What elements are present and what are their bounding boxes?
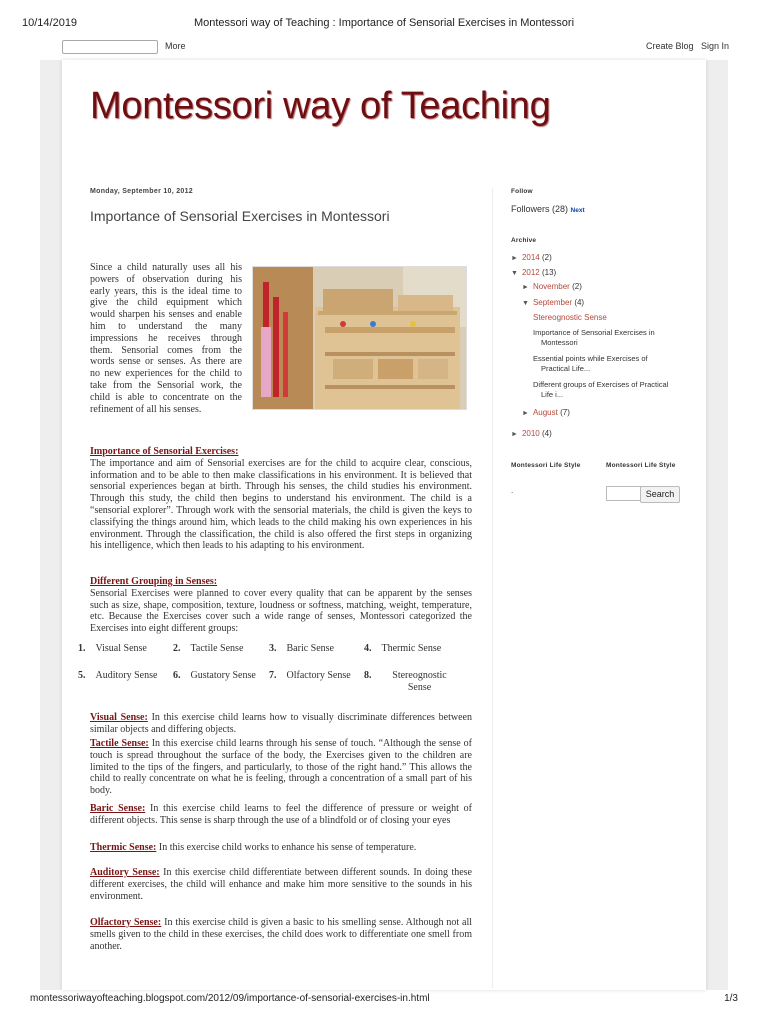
create-blog-link[interactable]: Create Blog	[646, 41, 694, 51]
group-label: Tactile Sense	[190, 643, 244, 654]
group-label: Stereognostic Sense	[392, 670, 447, 693]
importance-paragraph: The importance and aim of Sensorial exercises are for the child to acquire clear, conscious, information and to be able to then make classifications in his environment. It is believed that sensorial experiences began at birth. Through his senses, the child studies his environment. Through this study, the child then begins to understand his environment. The child is a “sensorial explorer”. Through work with the sensorial materials, the child is given the keys to classifying the things around him, which leads to the child making his own experiences in his environment. Through the classification, the child is also offered the first steps in organizing his intelligence, which then leads to his adapting to his environment.	[90, 457, 472, 552]
sense-term: Olfactory Sense:	[90, 917, 162, 928]
group-label: Olfactory Sense	[286, 670, 351, 681]
sense-olfactory	[90, 917, 472, 952]
print-header	[22, 17, 746, 31]
archive-post-link[interactable]: Stereognostic Sense	[533, 313, 607, 322]
print-date: 10/14/2019	[22, 17, 78, 29]
triangle-down-icon[interactable]: ▼	[511, 270, 518, 277]
importance-section	[90, 446, 472, 552]
group-number: 4.	[364, 643, 372, 654]
sense-term: Tactile Sense:	[90, 738, 149, 749]
archive-year-label[interactable]: 2012	[521, 268, 540, 277]
more-link[interactable]: More	[165, 41, 186, 51]
group-label: Auditory Sense	[95, 670, 158, 681]
grouping-paragraph: Sensorial Exercises were planned to cover every quality that can be apparent by the senses such as size, shape, composition, texture, loudness or softness, matching, weight, temperature, etc. Because the Exercises cover such a wide range of senses, Montessori categorized the Exercises into eight different groups:	[90, 587, 472, 635]
followers-next-link[interactable]: Next	[570, 207, 585, 214]
sense-visual	[90, 712, 472, 736]
group-item	[173, 643, 243, 655]
importance-heading: Importance of Sensorial Exercises:	[90, 446, 239, 457]
sense-tactile	[90, 738, 472, 797]
archive-month-label[interactable]: November	[532, 282, 570, 291]
sensorial-materials-photo[interactable]	[252, 266, 467, 410]
archive-heading: Archive	[511, 237, 537, 244]
followers-row	[511, 204, 585, 214]
archive-month-august[interactable]	[522, 408, 570, 417]
archive-post-title[interactable]: Practical Life...	[541, 364, 591, 373]
archive-year-label[interactable]: 2014	[521, 253, 540, 262]
group-item	[173, 670, 256, 682]
group-number: 2.	[173, 643, 181, 654]
photo-illustration	[253, 267, 466, 409]
blog-title[interactable]: Montessori way of Teaching	[90, 85, 551, 127]
widget-heading: Montessori Life Style	[511, 462, 581, 469]
triangle-right-icon[interactable]: ►	[522, 410, 529, 417]
post-date: Monday, September 10, 2012	[90, 188, 193, 195]
navbar-search-input[interactable]	[62, 40, 158, 54]
grouping-section	[90, 576, 472, 635]
archive-year-label[interactable]: 2010	[521, 429, 540, 438]
archive-month-label[interactable]: August	[532, 408, 558, 417]
sense-baric	[90, 803, 472, 827]
sense-term: Thermic Sense:	[90, 842, 157, 853]
group-label: Gustatory Sense	[190, 670, 256, 681]
search-button[interactable]: Search	[640, 486, 680, 503]
blogger-navbar	[0, 38, 768, 56]
follow-heading: Follow	[511, 188, 533, 195]
sign-in-link[interactable]: Sign In	[701, 41, 730, 51]
archive-month-label[interactable]: September	[532, 298, 573, 307]
print-title: Montessori way of Teaching : Importance of Sensorial Exercises in Montessori	[193, 17, 575, 29]
post-title[interactable]: Importance of Sensorial Exercises in Montessori	[90, 208, 390, 224]
group-number: 1.	[78, 643, 86, 654]
archive-post-title[interactable]: Life i...	[541, 390, 564, 399]
sense-term: Auditory Sense:	[90, 867, 160, 878]
archive-count: (4)	[574, 298, 585, 307]
archive-count: (7)	[560, 408, 570, 417]
grouping-heading: Different Grouping in Senses:	[90, 576, 218, 587]
group-number: 5.	[78, 670, 86, 681]
print-url: montessoriwayofteaching.blogspot.com/2012/09/importance-of-sensorial-exercises-in.html	[30, 993, 430, 1004]
sense-text: In this exercise child works to enhance his sense of temperature.	[156, 842, 417, 853]
followers-count: Followers (28)	[511, 204, 569, 214]
archive-post-title[interactable]: Montessori	[541, 338, 578, 347]
sense-text: In this exercise child learns through his sense of touch. “Although the sense of touch is spread throughout the surface of the body, the Exercises given to the children are limited to the tips of the fingers, and particularly, to those of the right hand.” This allows the child to really concentrate on what he is feeling, through a concentration of a small part of his body.	[90, 738, 472, 797]
sense-text: In this exercise child learns to feel the difference of pressure or weight of different objects. This sense is sharp through the use of a blindfold or of closing your eyes	[90, 803, 472, 826]
widget-heading: Montessori Life Style	[606, 462, 676, 469]
sense-thermic	[90, 842, 472, 854]
archive-count: (4)	[541, 429, 552, 438]
widget-text: .	[511, 486, 514, 495]
sense-auditory	[90, 867, 472, 902]
archive-month-november[interactable]	[522, 282, 582, 291]
archive-year-2014[interactable]	[511, 253, 552, 262]
group-item	[364, 670, 474, 694]
group-item	[78, 670, 157, 682]
triangle-right-icon[interactable]: ►	[522, 284, 529, 291]
triangle-down-icon[interactable]: ▼	[522, 300, 529, 307]
group-number: 7.	[269, 670, 277, 681]
sense-term: Baric Sense:	[90, 803, 146, 814]
archive-count: (2)	[572, 282, 582, 291]
sense-text: In this exercise child differentiate between different sounds. In doing these different exercises, the child will enhance and make him more sensitive to the sounds in his environment.	[90, 867, 472, 902]
group-label: Baric Sense	[286, 643, 334, 654]
sense-term: Visual Sense:	[90, 712, 148, 723]
triangle-right-icon[interactable]: ►	[511, 431, 518, 438]
triangle-right-icon[interactable]: ►	[511, 255, 518, 262]
group-number: 3.	[269, 643, 277, 654]
group-number: 6.	[173, 670, 181, 681]
sidebar-search-input[interactable]	[606, 486, 641, 501]
archive-count: (2)	[541, 253, 552, 262]
sense-text: In this exercise child learns how to visually discriminate differences between similar objects and differing objects.	[90, 712, 472, 735]
group-item	[364, 643, 441, 655]
archive-year-2012[interactable]	[511, 268, 556, 277]
group-item	[269, 643, 334, 655]
archive-count: (13)	[541, 268, 557, 277]
print-page-number: 1/3	[724, 993, 738, 1004]
column-divider	[492, 188, 493, 988]
archive-post-link[interactable]	[533, 380, 668, 400]
group-item	[78, 643, 147, 655]
archive-post-link[interactable]	[533, 328, 655, 348]
archive-post-link[interactable]	[533, 354, 648, 374]
group-label: Thermic Sense	[381, 643, 442, 654]
archive-post-title[interactable]: Essential points while Exercises of	[533, 354, 648, 363]
group-label: Visual Sense	[95, 643, 147, 654]
group-number: 8.	[364, 670, 372, 681]
archive-month-september[interactable]	[522, 298, 584, 307]
archive-post-title[interactable]: Different groups of Exercises of Practical	[533, 380, 669, 389]
archive-post-title[interactable]: Importance of Sensorial Exercises in	[533, 328, 655, 337]
post-intro-paragraph: Since a child naturally uses all his powers of observation during his early years, this is the ideal time to give the child equipment which would sharpen his senses and enable him to understand the many impressions he receives through them. Sensorial comes from the words sense or senses. As there are no new experiences for the child to take from the Sensorial work, the child is able to concentrate on the refinement of all his senses.	[90, 262, 242, 415]
archive-year-2010[interactable]	[511, 429, 552, 438]
group-item	[269, 670, 351, 682]
sense-text: In this exercise child is given a basic to his smelling sense. Although not all smells given to the child in these exercises, the child does work to differentiate one smell from another.	[90, 917, 472, 952]
